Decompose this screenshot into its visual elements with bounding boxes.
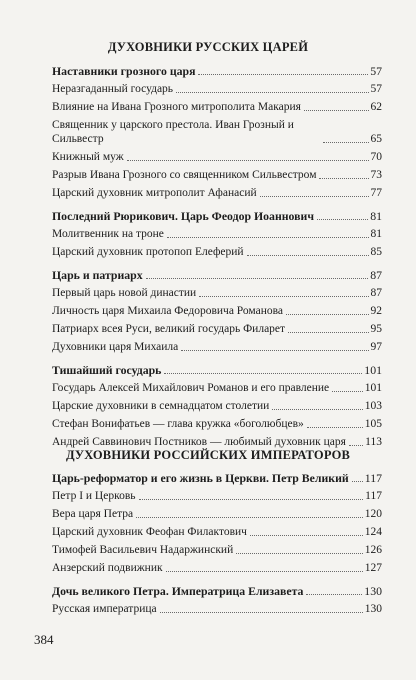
- entry-page-number: 57: [370, 64, 382, 78]
- entry-title: Последний Рюрикович. Царь Феодор Иоаннович: [52, 209, 314, 223]
- entry-page-number: 92: [370, 305, 382, 317]
- toc-chapter-entry: [52, 584, 382, 598]
- toc-entry: [52, 525, 382, 539]
- dot-leader: [319, 178, 368, 179]
- entry-page-number: 101: [364, 363, 382, 377]
- entry-page-number: 117: [364, 471, 382, 485]
- dot-leader: [332, 391, 363, 392]
- entry-page-number: 62: [370, 101, 382, 113]
- entry-title: Тимофей Васильевич Надаржинский: [52, 544, 234, 556]
- toc-entry: [52, 286, 382, 300]
- entry-title: Патриарх всея Руси, великий государь Филарет: [52, 323, 286, 335]
- entry-title: Дочь великого Петра. Императрица Елизавета: [52, 584, 304, 598]
- dot-leader: [127, 160, 369, 161]
- dot-leader: [166, 571, 363, 572]
- part-title: ДУХОВНИКИ РОССИЙСКИХ ИМПЕРАТОРОВ: [65, 448, 351, 462]
- dot-leader: [247, 255, 369, 256]
- entry-title: Первый царь новой династии: [52, 287, 197, 299]
- dot-leader: [349, 445, 363, 446]
- dot-leader: [181, 350, 368, 351]
- entry-title: Государь Алексей Михайлович Романов и его правление: [52, 382, 330, 394]
- toc-entry: [52, 150, 382, 164]
- entry-page-number: 97: [370, 341, 382, 353]
- dot-leader: [176, 92, 368, 93]
- entry-title: Влияние на Ивана Грозного митрополита Макария: [52, 101, 301, 113]
- dot-leader: [260, 196, 369, 197]
- entry-title: Личность царя Михаила Федоровича Романова: [52, 305, 284, 317]
- entry-title: Андрей Саввинович Постников — любимый духовник царя: [52, 436, 346, 448]
- toc-entry: [52, 435, 382, 449]
- entry-title: Царь-реформатор и его жизнь в Церкви. Петр Великий: [52, 471, 349, 485]
- entry-page-number: 95: [370, 323, 382, 335]
- toc-entry: [52, 543, 382, 557]
- dot-leader: [136, 517, 363, 518]
- dot-leader: [198, 74, 368, 75]
- toc-chapter-entry: [52, 363, 382, 377]
- entry-page-number: 70: [370, 151, 382, 163]
- entry-title: Вера царя Петра: [52, 508, 134, 520]
- dot-leader: [250, 535, 363, 536]
- entry-title: Молитвенник на троне: [52, 228, 164, 240]
- entry-page-number: 73: [370, 169, 382, 181]
- entry-title: Русская императрица: [52, 603, 157, 615]
- entry-page-number: 127: [364, 562, 382, 574]
- entry-page-number: 103: [364, 400, 382, 412]
- entry-title: Тишайший государь: [52, 363, 162, 377]
- toc-entry: [52, 168, 382, 182]
- toc-entry: [52, 381, 382, 395]
- entry-page-number: 65: [370, 133, 382, 145]
- entry-title: Петр I и Церковь: [52, 490, 136, 502]
- entry-page-number: 85: [370, 246, 382, 258]
- entry-title: Царский духовник протопоп Елеферий: [52, 246, 244, 258]
- entry-title: Царский духовник Феофан Филактович: [52, 526, 247, 538]
- dot-leader: [306, 594, 362, 595]
- dot-leader: [164, 373, 362, 374]
- entry-title: Анзерский подвижник: [52, 562, 163, 574]
- entry-title: Неразгаданный государь: [52, 83, 174, 95]
- toc-entry: [52, 82, 382, 96]
- toc-entry: [52, 245, 382, 259]
- toc-chapter-entry: [52, 268, 382, 282]
- toc-entry: [52, 602, 382, 616]
- part-title: ДУХОВНИКИ РУССКИХ ЦАРЕЙ: [107, 40, 309, 54]
- toc-entry: [52, 100, 382, 114]
- toc-entry: [52, 561, 382, 575]
- dot-leader: [167, 237, 369, 238]
- entry-title: Стефан Вонифатьев — глава кружка «боголюбцев»: [52, 418, 304, 430]
- dot-leader: [323, 142, 369, 143]
- dot-leader: [272, 409, 362, 410]
- dot-leader: [199, 296, 368, 297]
- entry-title: Книжный муж: [52, 151, 124, 163]
- toc-entry: [52, 340, 382, 354]
- entry-page-number: 130: [364, 584, 382, 598]
- entry-page-number: 77: [370, 187, 382, 199]
- dot-leader: [160, 612, 363, 613]
- entry-title: Наставники грозного царя: [52, 64, 196, 78]
- entry-page-number: 126: [364, 544, 382, 556]
- dot-leader: [317, 219, 368, 220]
- entry-page-number: 81: [370, 228, 382, 240]
- entry-page-number: 117: [365, 490, 382, 502]
- toc-chapter-entry: [52, 64, 382, 78]
- entry-page-number: 57: [370, 83, 382, 95]
- dot-leader: [236, 553, 363, 554]
- entry-page-number: 130: [364, 603, 382, 615]
- entry-page-number: 124: [364, 526, 382, 538]
- toc-chapter-entry: [52, 209, 382, 223]
- entry-title: Царь и патриарх: [52, 268, 143, 282]
- dot-leader: [146, 278, 369, 279]
- toc-section: [52, 64, 382, 453]
- entry-page-number: 101: [364, 382, 382, 394]
- dot-leader: [286, 314, 368, 315]
- toc-entry: [52, 322, 382, 336]
- entry-title: Духовники царя Михаила: [52, 341, 179, 353]
- dot-leader: [304, 110, 369, 111]
- entry-title: Царские духовники в семнадцатом столетии: [52, 400, 270, 412]
- entry-page-number: 105: [364, 418, 382, 430]
- entry-page-number: 87: [370, 268, 382, 282]
- toc-entry: [52, 186, 382, 200]
- toc-chapter-entry: [52, 471, 382, 485]
- entry-title: Царский духовник митрополит Афанасий: [52, 187, 257, 199]
- entry-page-number: 113: [365, 436, 382, 448]
- entry-page-number: 87: [370, 287, 382, 299]
- toc-entry: [52, 304, 382, 318]
- entry-title: Разрыв Ивана Грозного со священником Сильвестром: [52, 169, 317, 181]
- dot-leader: [352, 481, 363, 482]
- toc-entry: [52, 399, 382, 413]
- toc-entry: [52, 227, 382, 241]
- entry-page-number: 81: [370, 209, 382, 223]
- entry-title: Священник у царского престола. Иван Грозный и Сильвестр: [52, 119, 294, 145]
- dot-leader: [288, 332, 368, 333]
- toc-section: [52, 471, 382, 620]
- toc-entry: [52, 417, 382, 431]
- entry-page-number: 120: [364, 508, 382, 520]
- dot-leader: [139, 499, 364, 500]
- toc-entry: [52, 489, 382, 503]
- page-number: 384: [34, 632, 54, 647]
- toc-entry: [52, 507, 382, 521]
- toc-entry: [52, 118, 382, 146]
- dot-leader: [307, 427, 363, 428]
